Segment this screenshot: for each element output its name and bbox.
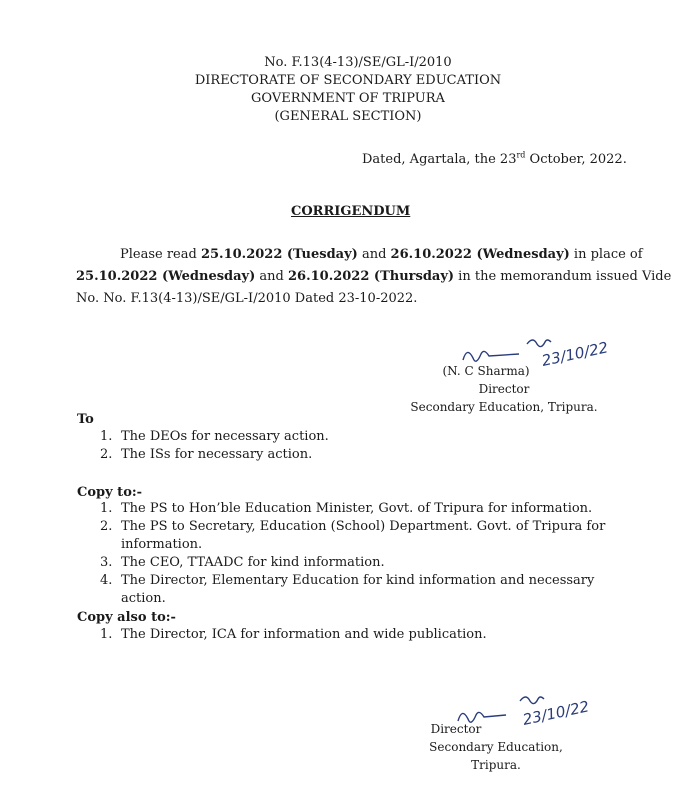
government-name: GOVERNMENT OF TRIPURA — [251, 91, 445, 106]
to-label: To — [77, 412, 94, 427]
list-item: 1. The Director, ICA for information and wide publication. — [100, 627, 487, 642]
list-item: 3. The CEO, TTAADC for kind information. — [100, 555, 385, 570]
list-item: 2. The ISs for necessary action. — [100, 447, 313, 462]
svg-text:23/10/22: 23/10/22 — [521, 697, 591, 729]
copy-to-label: Copy to:- — [77, 485, 143, 500]
copy-to-list — [100, 500, 605, 608]
letterhead — [0, 54, 696, 126]
list-item: 4. The Director, Elementary Education for kind information and necessary action. — [100, 573, 595, 606]
svg-text:23/10/22: 23/10/22 — [540, 338, 610, 370]
file-number: No. F.13(4-13)/SE/GL-I/2010 — [264, 55, 452, 70]
copy-also-to-label: Copy also to:- — [77, 610, 176, 625]
list-item: 1. The PS to Hon’ble Education Minister, Govt. of Tripura for information. — [100, 501, 593, 516]
signature-block-2 — [406, 720, 586, 774]
body-line-1: Please read 25.10.2022 (Tuesday) and 26.10.2022 (Wednesday) in place of — [120, 247, 643, 262]
signatory-designation: Director — [478, 382, 530, 396]
directorate-name: DIRECTORATE OF SECONDARY EDUCATION — [194, 73, 502, 88]
date-line: Dated, Agartala, the 23rd October, 2022. — [362, 150, 627, 167]
list-item: 2. The PS to Secretary, Education (School) Department. Govt. of Tripura for information. — [100, 519, 606, 552]
section-name: (GENERAL SECTION) — [274, 109, 422, 124]
body-line-2: 25.10.2022 (Wednesday) and 26.10.2022 (Thursday) in the memorandum issued Vide — [76, 269, 672, 284]
to-list — [100, 428, 329, 464]
signature-block-1 — [404, 362, 604, 416]
corrigendum-body — [76, 244, 672, 310]
document-title: CORRIGENDUM — [291, 204, 411, 219]
body-line-3: No. No. F.13(4-13)/SE/GL-I/2010 Dated 23-10-2022. — [76, 291, 418, 306]
signatory-name: (N. C Sharma) — [442, 364, 530, 378]
signatory-designation: Director — [430, 722, 482, 736]
list-item: 1. The DEOs for necessary action. — [100, 429, 329, 444]
signatory-office: Secondary Education, Tripura. — [429, 740, 563, 772]
signatory-office: Secondary Education, Tripura. — [410, 400, 598, 414]
copy-also-to-list — [100, 626, 487, 644]
